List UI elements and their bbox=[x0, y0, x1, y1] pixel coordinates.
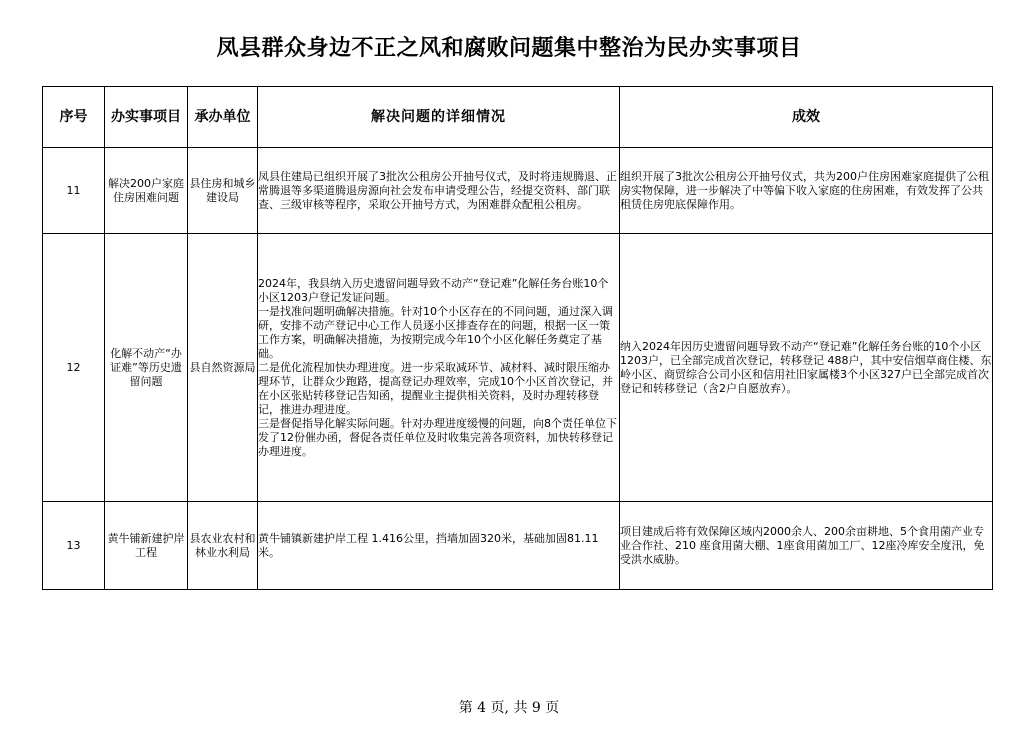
table-row bbox=[43, 234, 993, 502]
row-project: 化解不动产“办证难”等历史遗留问题 bbox=[105, 234, 188, 502]
row-result: 组织开展了3批次公租房公开抽号仪式，共为200户住房困难家庭提供了公租房实物保障，进一步解决了中等偏下收入家庭的住房困难，有效发挥了公共租赁住房兜底保障作用。 bbox=[620, 148, 993, 234]
row-project: 解决200户家庭住房困难问题 bbox=[105, 148, 188, 234]
row-result: 纳入2024年因历史遗留问题导致不动产“登记难”化解任务台账的10个小区1203户，已全部完成首次登记，转移登记 488户，其中安信烟草商住楼、东岭小区、商贸综合公司小区和信用社旧家属楼3个小区327户已全部完成首次登记和转移登记（含2户自愿放弃）。 bbox=[620, 234, 993, 502]
header-detail: 解决问题的详细情况 bbox=[258, 87, 620, 148]
header-result: 成效 bbox=[620, 87, 993, 148]
table-row bbox=[43, 148, 993, 234]
row-unit: 县住房和城乡建设局 bbox=[188, 148, 258, 234]
header-unit: 承办单位 bbox=[188, 87, 258, 148]
page-number: 第 4 页, 共 9 页 bbox=[458, 700, 560, 716]
row-seq: 12 bbox=[43, 234, 105, 502]
row-result: 项目建成后将有效保障区域内2000余人、200余亩耕地、5个食用菌产业专业合作社、210 座食用菌大棚、1座食用菌加工厂、12座冷库安全度汛，免受洪水威胁。 bbox=[620, 502, 993, 590]
header-seq: 序号 bbox=[43, 87, 105, 148]
row-seq: 13 bbox=[43, 502, 105, 590]
table-header-row bbox=[43, 87, 993, 148]
projects-table bbox=[42, 86, 993, 590]
row-seq: 11 bbox=[43, 148, 105, 234]
row-detail: 凤县住建局已组织开展了3批次公租房公开抽号仪式，及时将违规腾退、正常腾退等多渠道腾退房源向社会发布申请受理公告，经提交资料、部门联查、三级审核等程序，采取公开抽号方式，为困难群众配租公租房。 bbox=[258, 148, 620, 234]
row-detail: 黄牛铺镇新建护岸工程 1.416公里，挡墙加固320米，基础加固81.11米。 bbox=[258, 502, 620, 590]
row-detail: 2024年，我县纳入历史遗留问题导致不动产“登记难”化解任务台账10个小区1203户登记发证问题。 一是找准问题明确解决措施。针对10个小区存在的不同问题，通过深入调研，安排不动产登记中心工作人员逐小区排查存在的问题，根据一区一策工作方案，明确解决措施，为按期完成今年10个小区化解任务奠定了基础。 二是优化流程加快办理进度。进一步采取减环节、减材料、减时限压缩办理环节，让群众少跑路，提高登记办理效率，完成10个小区首次登记，并在小区张贴转移登记告知函，提醒业主提供相关资料，及时办理转移登记，推进办理进度。 三是督促指导化解实际问题。针对办理进度缓慢的问题，向8个责任单位下发了12份催办函，督促各责任单位及时收集完善各项资料，加快转移登记办理进度。 bbox=[258, 234, 620, 502]
row-unit: 县农业农村和林业水利局 bbox=[188, 502, 258, 590]
header-project: 办实事项目 bbox=[105, 87, 188, 148]
document-title: 凤县群众身边不正之风和腐败问题集中整治为民办实事项目 bbox=[216, 35, 802, 61]
row-project: 黄牛铺新建护岸工程 bbox=[105, 502, 188, 590]
table-row bbox=[43, 502, 993, 590]
row-unit: 县自然资源局 bbox=[188, 234, 258, 502]
